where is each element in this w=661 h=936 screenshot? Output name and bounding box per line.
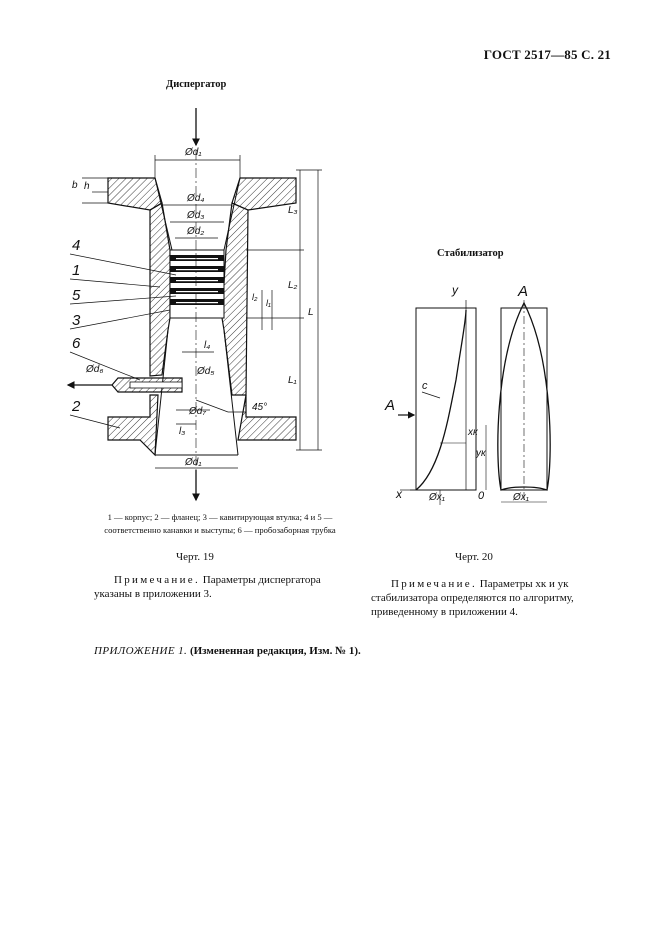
view-A-arrow-label: A [385,397,396,414]
dim-yk: yк [476,448,486,459]
callout-3: 3 [72,312,81,329]
origin-label: 0 [478,490,485,502]
dim-l2: l₂ [252,292,258,302]
dim-d5: Ød₅ [197,366,215,377]
callout-4: 4 [72,237,81,254]
figure20-caption: Черт. 20 [455,551,493,563]
dim-d3: Ød₃ [187,210,205,221]
appendix-label: ПРИЛОЖЕНИЕ 1. [94,645,188,657]
figure19-caption: Черт. 19 [176,551,214,563]
appendix-edit: (Измененная редакция, Изм. № 1). [187,645,361,657]
dim-l1: l₁ [266,298,271,308]
dim-d6: Ød₆ [86,364,104,375]
dim-l3: l₃ [179,426,186,437]
view-A-label: A [518,283,529,300]
dim-xk: xк [468,427,478,438]
page-header: ГОСТ 2517—85 С. 21 [483,47,611,62]
dim-d4: Ød₄ [187,193,205,204]
dim-angle: 45° [252,402,268,413]
dim-d1-bottom: Ød₁ [185,457,202,468]
dim-d2: Ød₂ [187,226,205,237]
stabilizer-profile [416,310,466,490]
curve-c-label: c [422,380,428,392]
appendix-line [94,645,361,657]
dim-b: b [72,180,78,191]
dim-L2: L₂ [288,280,298,291]
axis-x: x [396,487,402,501]
figure20-title: Стабилизатор [437,248,504,259]
callout-1: 1 [72,262,81,279]
callout-5: 5 [72,287,81,304]
dim-L1: L₁ [288,375,297,386]
callout-6: 6 [72,335,81,352]
note-text: Параметры диспергатора указаны в приложении 3. [94,574,321,600]
callout-2: 2 [72,398,81,415]
dim-l4: l₄ [204,340,211,351]
note-label: Примечание. [391,578,478,590]
axis-y: y [452,283,458,297]
dim-x1-left: Øx₁ [429,492,445,503]
figure20-note [371,577,619,619]
dim-x1-right: Øx₁ [513,492,529,503]
figure19-title: Диспергатор [166,79,227,90]
dim-L: L [308,307,314,318]
dim-h: h [84,181,90,192]
dim-d7: Ød₇ [189,406,206,417]
note-label: Примечание. [114,574,201,586]
dim-L3: L₃ [288,205,298,216]
figure19-legend: 1 — корпус; 2 — фланец; 3 — кавитирующая втулка; 4 и 5 — соответственно канавки и выступы; 6 — пробозаборная трубка [104,512,336,535]
stabilizer-side-rect [416,308,476,490]
dim-d1-top: Ød₁ [185,147,202,158]
note-text: Параметры xк и yк стабилизатора определяются по алгоритму, приведенному в приложении 4. [371,578,574,618]
